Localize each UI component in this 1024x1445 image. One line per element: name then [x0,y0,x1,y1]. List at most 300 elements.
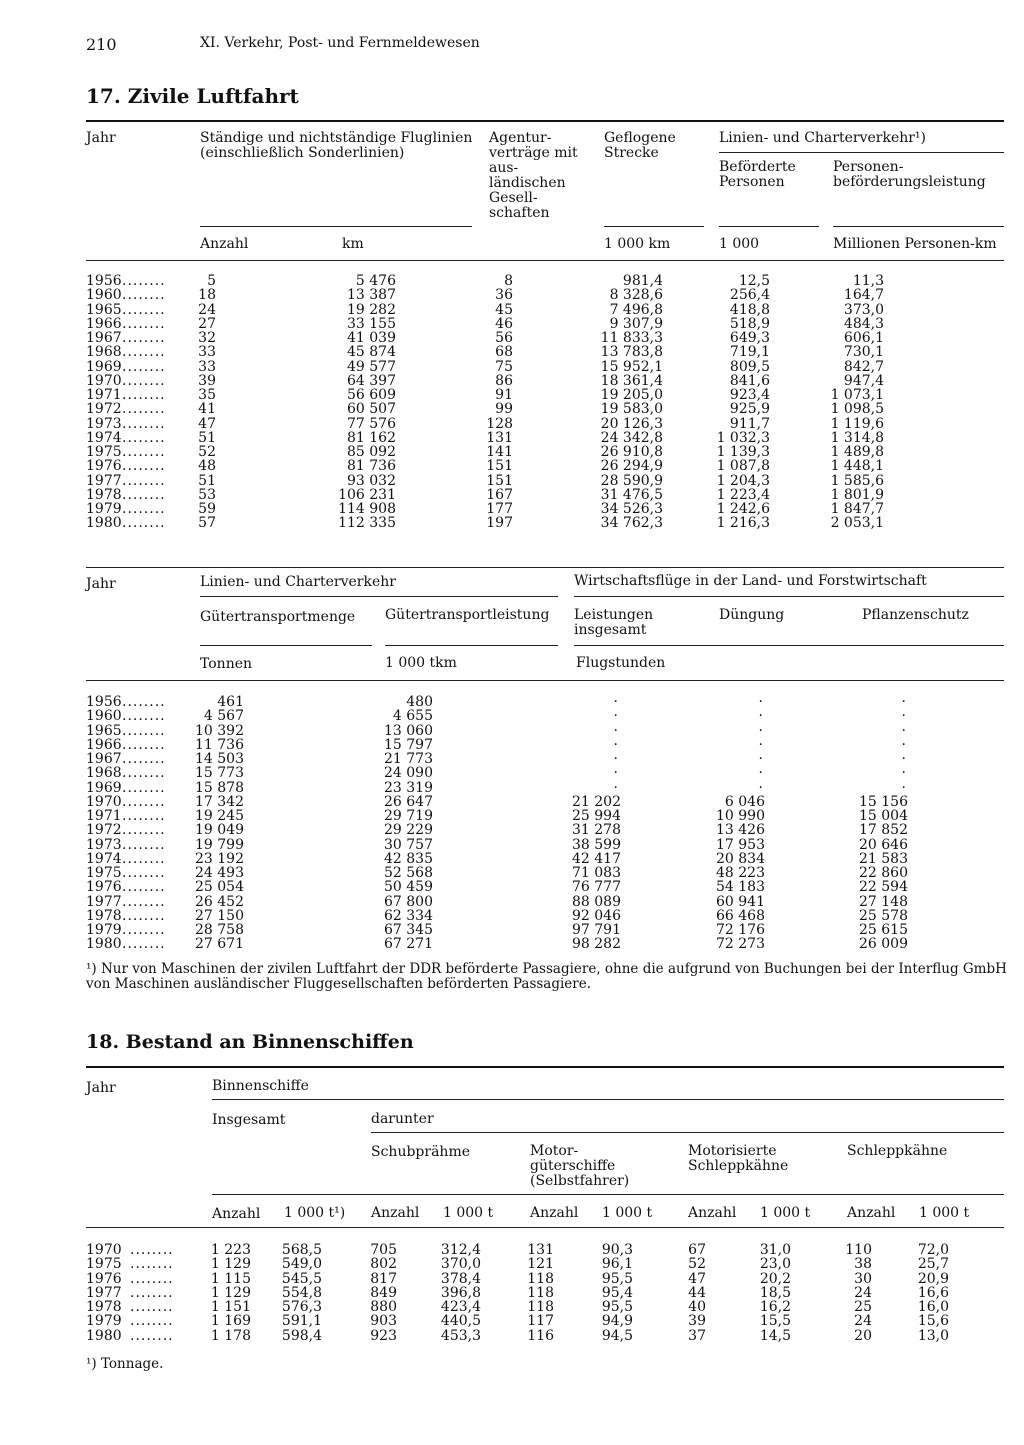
t18-h-motor-line: (Selbstfahrer) [530,1173,630,1189]
t17b-unit-rule-c [574,645,1004,646]
leader-dots: ........ [122,458,166,475]
insgesamt-anzahl-cell: 1 129 [210,1256,251,1273]
table-row [86,766,1004,780]
leader-dots: ........ [122,429,166,446]
year-cell: 1971 [86,387,122,403]
year-cell: 1960 [86,287,122,304]
insgesamt-tonnage-cell: 591,1 [281,1313,322,1330]
table-row [86,752,1004,766]
leistung-cell: 1 801,9 [830,486,884,503]
anzahl-cell: 59 [198,501,216,517]
table-row [86,374,1004,388]
menge-cell: 11 736 [195,736,244,753]
t17b-h-gueterleistung: Gütertransportleistung [385,607,550,623]
personen-cell: 256,4 [729,287,770,304]
leistung-cell: 50 459 [384,879,433,896]
km-cell: 85 092 [347,444,396,460]
year-cell: 1956 [86,694,122,710]
insgesamt-cell: · [613,708,618,725]
km-cell: 5 476 [355,273,396,289]
leader-dots: ........ [130,1313,174,1330]
table-row [86,431,1004,445]
t18-footnote: ¹) Tonnage. [86,1356,164,1372]
leader-dots: ........ [122,936,166,953]
insgesamt-cell: 42 417 [572,850,621,867]
year-cell: 1977 [86,1284,122,1301]
t18-h-motor-line: Motor- [530,1143,579,1159]
leistung-cell: 15 797 [384,736,433,753]
insgesamt-cell: 88 089 [572,893,621,910]
menge-cell: 10 392 [195,722,244,739]
insgesamt-tonnage-cell: 554,8 [281,1284,322,1301]
t17b-h-leistungen [574,608,653,638]
t17-h-personen-line: beförderungsleistung [833,174,986,190]
insgesamt-tonnage-cell: 549,0 [281,1256,322,1273]
table-row [86,1272,1004,1286]
motorisierte-anzahl-cell: 37 [688,1327,706,1344]
menge-cell: 461 [217,694,244,710]
year-cell: 1978 [86,486,122,503]
insgesamt-anzahl-cell: 1 223 [210,1242,251,1258]
year-cell: 1971 [86,808,122,824]
table-row [86,809,1004,823]
personen-cell: 1 204,3 [716,472,770,489]
motor-anzahl-cell: 131 [527,1242,554,1258]
motorisierte-tonnage-cell: 20,2 [759,1270,791,1287]
km-cell: 56 609 [347,387,396,403]
insgesamt-cell: 31 278 [572,822,621,839]
t18-unit-anzahl-1: Anzahl [212,1206,261,1222]
strecke-cell: 8 328,6 [609,287,663,304]
motorisierte-anzahl-cell: 47 [688,1270,706,1287]
insgesamt-cell: · [613,765,618,782]
t18-unit-anzahl-4: Anzahl [688,1205,737,1221]
leistung-cell: 1 489,8 [830,444,884,460]
motor-tonnage-cell: 94,5 [601,1327,633,1344]
t17-unit-rule-c [719,226,819,227]
insgesamt-tonnage-cell: 598,4 [281,1327,322,1344]
agentur-cell: 86 [495,372,513,389]
strecke-cell: 981,4 [622,273,663,289]
t17-h-agentur-line: verträge mit [489,145,578,161]
motor-anzahl-cell: 118 [527,1284,554,1301]
leader-dots: ........ [130,1327,174,1344]
year-cell: 1979 [86,1313,122,1330]
table17-top-rule [86,120,1004,122]
schlepp-tonnage-cell: 15,6 [917,1313,949,1330]
insgesamt-anzahl-cell: 1 151 [210,1299,251,1315]
table-row [86,288,1004,302]
menge-cell: 26 452 [195,893,244,910]
personen-cell: 1 139,3 [716,444,770,460]
year-cell: 1972 [86,822,122,839]
leistung-cell: 29 229 [384,822,433,839]
year-cell: 1973 [86,836,122,853]
leader-dots: ........ [122,836,166,853]
running-head: XI. Verkehr, Post- und Fernmeldewesen [200,35,480,51]
t18-h-motorisierte-line: Motorisierte [688,1143,777,1159]
agentur-cell: 46 [495,315,513,332]
t18-unit-tonnage-4: 1 000 t [760,1205,811,1221]
t17-unit-anzahl: Anzahl [200,236,249,252]
t18-h-binnenschiffe: Binnenschiffe [212,1078,309,1094]
table-row [86,795,1004,809]
year-cell: 1967 [86,751,122,767]
menge-cell: 23 192 [195,850,244,867]
anzahl-cell: 39 [198,372,216,389]
t17-unit-1000: 1 000 [719,236,760,252]
agentur-cell: 36 [495,287,513,304]
agentur-cell: 151 [486,472,513,489]
pflanzen-cell: · [901,694,906,710]
year-cell: 1965 [86,301,122,318]
leader-dots: ........ [122,501,166,517]
t17-h-strecke [604,131,676,161]
year-cell: 1980 [86,515,122,532]
leader-dots: ........ [122,301,166,318]
pflanzen-cell: 15 156 [859,793,908,810]
table-row [86,781,1004,795]
schlepp-anzahl-cell: 24 [854,1284,872,1301]
km-cell: 13 387 [347,287,396,304]
year-cell: 1975 [86,444,122,460]
anzahl-cell: 48 [198,458,216,475]
anzahl-cell: 18 [198,287,216,304]
t18-unit-tonnage-2: 1 000 t [443,1205,494,1221]
schlepp-tonnage-cell: 72,0 [917,1242,949,1258]
leader-dots: ........ [122,893,166,910]
motorisierte-tonnage-cell: 18,5 [759,1284,791,1301]
year-cell: 1974 [86,850,122,867]
km-cell: 49 577 [347,358,396,375]
pflanzen-cell: 17 852 [859,822,908,839]
strecke-cell: 19 583,0 [600,401,663,418]
schub-anzahl-cell: 705 [370,1242,397,1258]
anzahl-cell: 35 [198,387,216,403]
schub-tonnage-cell: 453,3 [440,1327,481,1344]
km-cell: 112 335 [338,515,396,532]
t17-h-fluglinien-1: Ständige und nichtständige Fluglinien [200,130,473,146]
leader-dots: ........ [130,1270,174,1287]
t17b-h-linien: Linien- und Charterverkehr [200,574,396,590]
year-cell: 1975 [86,865,122,881]
schlepp-tonnage-cell: 16,0 [917,1299,949,1315]
schlepp-tonnage-cell: 13,0 [917,1327,949,1344]
anzahl-cell: 47 [198,415,216,432]
table-row [86,345,1004,359]
t17b-unit-flugstunden: Flugstunden [576,655,666,671]
personen-cell: 923,4 [729,387,770,403]
table-row [86,1286,1004,1300]
agentur-cell: 167 [486,486,513,503]
schlepp-tonnage-cell: 20,9 [917,1270,949,1287]
leader-dots: ........ [122,387,166,403]
strecke-cell: 15 952,1 [600,358,663,375]
schub-anzahl-cell: 903 [370,1313,397,1330]
pflanzen-cell: · [901,765,906,782]
t18-h-darunter: darunter [371,1111,434,1127]
schlepp-anzahl-cell: 25 [854,1299,872,1315]
duengung-cell: · [758,765,763,782]
t18-h-motor-line: güterschiffe [530,1158,616,1174]
personen-cell: 1 223,4 [716,486,770,503]
t17b-unit-rule-b [385,645,558,646]
agentur-cell: 56 [495,330,513,346]
year-cell: 1976 [86,879,122,896]
t18-unit-anzahl-5: Anzahl [847,1205,896,1221]
insgesamt-anzahl-cell: 1 178 [210,1327,251,1344]
motor-anzahl-cell: 118 [527,1270,554,1287]
menge-cell: 28 758 [195,922,244,938]
table17b-body [86,695,1004,952]
leistung-cell: 1 098,5 [830,401,884,418]
t18-h-darunter-rule [371,1132,1004,1133]
km-cell: 60 507 [347,401,396,418]
leader-dots: ........ [122,922,166,938]
duengung-cell: · [758,779,763,796]
year-cell: 1974 [86,429,122,446]
leistung-cell: 842,7 [843,358,884,375]
leistung-cell: 606,1 [843,330,884,346]
table-row [86,695,1004,709]
t18-unit-tonnage-3: 1 000 t [602,1205,653,1221]
leistung-cell: 23 319 [384,779,433,796]
menge-cell: 15 773 [195,765,244,782]
table-row [86,502,1004,516]
t17-h-agentur-line: schaften [489,205,550,221]
year-cell: 1980 [86,1327,122,1344]
t17-unit-rule-d [833,226,1004,227]
pflanzen-cell: 25 578 [859,907,908,924]
year-cell: 1972 [86,401,122,418]
t17b-h-wirtschaft: Wirtschaftsflüge in der Land- und Forstwirtschaft [574,573,927,589]
t17b-top-rule [86,567,1004,568]
table-row [86,488,1004,502]
schub-tonnage-cell: 440,5 [440,1313,481,1330]
insgesamt-cell: 71 083 [572,865,621,881]
strecke-cell: 34 526,3 [600,501,663,517]
schub-anzahl-cell: 923 [370,1327,397,1344]
pflanzen-cell: 25 615 [859,922,908,938]
personen-cell: 518,9 [729,315,770,332]
leistung-cell: 1 073,1 [830,387,884,403]
agentur-cell: 99 [495,401,513,418]
strecke-cell: 19 205,0 [600,387,663,403]
personen-cell: 418,8 [729,301,770,318]
t17-h-agentur-line: ländischen [489,175,566,191]
leader-dots: ........ [122,358,166,375]
leistung-cell: 2 053,1 [830,515,884,532]
year-cell: 1977 [86,472,122,489]
anzahl-cell: 51 [198,429,216,446]
t18-unit-tonnage-fn: 1 000 t¹) [284,1205,346,1221]
table-row [86,274,1004,288]
agentur-cell: 177 [486,501,513,517]
anzahl-cell: 51 [198,472,216,489]
motorisierte-anzahl-cell: 40 [688,1299,706,1315]
motor-tonnage-cell: 90,3 [601,1242,633,1258]
table-row [86,823,1004,837]
menge-cell: 14 503 [195,751,244,767]
km-cell: 93 032 [347,472,396,489]
t17b-h-duengung: Düngung [719,607,785,623]
leistung-cell: 42 835 [384,850,433,867]
year-cell: 1969 [86,779,122,796]
motorisierte-tonnage-cell: 23,0 [759,1256,791,1273]
leistung-cell: 484,3 [843,315,884,332]
t17b-unit-tkm: 1 000 tkm [385,655,457,671]
t17b-header-bottom-rule [86,680,1004,681]
insgesamt-cell: 38 599 [572,836,621,853]
pflanzen-cell: 22 594 [859,879,908,896]
motor-tonnage-cell: 96,1 [601,1256,633,1273]
leader-dots: ........ [122,486,166,503]
duengung-cell: 20 834 [716,850,765,867]
leader-dots: ........ [122,273,166,289]
t18-unit-rule [212,1194,1004,1195]
leistung-cell: 4 655 [392,708,433,725]
motor-anzahl-cell: 117 [527,1313,554,1330]
leader-dots: ........ [122,722,166,739]
pflanzen-cell: 21 583 [859,850,908,867]
leistung-cell: 29 719 [384,808,433,824]
km-cell: 41 039 [347,330,396,346]
table-row [86,1300,1004,1314]
t17-h-fluglinien-2: (einschließlich Sonderlinien) [200,145,405,161]
t17b-h-leistungen-line: Leistungen [574,607,654,623]
t17-h-linien-rule [719,152,1004,153]
pflanzen-cell: · [901,708,906,725]
t18-h-motorisierte [688,1144,788,1174]
t17-unit-1000km: 1 000 km [604,236,671,252]
t17-h-agentur-line: Gesell- [489,190,538,206]
t17b-h-jahr: Jahr [86,576,116,592]
schlepp-tonnage-cell: 16,6 [917,1284,949,1301]
menge-cell: 19 799 [195,836,244,853]
strecke-cell: 18 361,4 [600,372,663,389]
schub-anzahl-cell: 849 [370,1284,397,1301]
leader-dots: ........ [130,1299,174,1315]
leader-dots: ........ [122,415,166,432]
anzahl-cell: 53 [198,486,216,503]
strecke-cell: 9 307,9 [609,315,663,332]
year-cell: 1965 [86,722,122,739]
pflanzen-cell: 27 148 [859,893,908,910]
pflanzen-cell: · [901,736,906,753]
table18-top-rule [86,1066,1004,1068]
menge-cell: 4 567 [203,708,244,725]
year-cell: 1970 [86,793,122,810]
duengung-cell: · [758,736,763,753]
leader-dots: ........ [122,907,166,924]
year-cell: 1970 [86,1242,122,1258]
leader-dots: ........ [130,1256,174,1273]
km-cell: 77 576 [347,415,396,432]
agentur-cell: 141 [486,444,513,460]
table-row [86,1314,1004,1328]
t17-h-agentur-line: Agentur- [489,130,552,146]
agentur-cell: 8 [504,273,513,289]
km-cell: 106 231 [338,486,396,503]
leistung-cell: 67 271 [384,936,433,953]
year-cell: 1970 [86,372,122,389]
personen-cell: 809,5 [729,358,770,375]
year-cell: 1966 [86,736,122,753]
t18-unit-anzahl-2: Anzahl [371,1205,420,1221]
t18-h-motorisierte-line: Schleppkähne [688,1158,789,1174]
leistung-cell: 24 090 [384,765,433,782]
agentur-cell: 131 [486,429,513,446]
leistung-cell: 373,0 [843,301,884,318]
year-cell: 1968 [86,765,122,782]
strecke-cell: 11 833,3 [600,330,663,346]
leader-dots: ........ [122,765,166,782]
strecke-cell: 24 342,8 [600,429,663,446]
insgesamt-cell: 76 777 [572,879,621,896]
schub-anzahl-cell: 817 [370,1270,397,1287]
motor-tonnage-cell: 95,4 [601,1284,633,1301]
motorisierte-anzahl-cell: 39 [688,1313,706,1330]
table-row [86,516,1004,530]
leistung-cell: 1 119,6 [830,415,884,432]
duengung-cell: 13 426 [716,822,765,839]
leistung-cell: 1 585,6 [830,472,884,489]
agentur-cell: 68 [495,344,513,361]
leader-dots: ........ [122,330,166,346]
t17-footnote-1: ¹) Nur von Maschinen der zivilen Luftfahrt der DDR beförderte Passagiere, ohne die aufgrund von Buchungen bei der Interflug GmbH [86,961,1007,977]
leader-dots: ........ [122,736,166,753]
leistung-cell: 947,4 [843,372,884,389]
table-row [86,474,1004,488]
menge-cell: 19 049 [195,822,244,839]
leader-dots: ........ [122,822,166,839]
schub-tonnage-cell: 396,8 [440,1284,481,1301]
t17-h-jahr: Jahr [86,130,116,146]
year-cell: 1975 [86,1256,122,1273]
t17b-h-pflanzen: Pflanzenschutz [862,607,969,623]
t17b-unit-rule-a [200,645,372,646]
table-row [86,388,1004,402]
table-row [86,317,1004,331]
menge-cell: 24 493 [195,865,244,881]
year-cell: 1977 [86,893,122,910]
t17-h-linien: Linien- und Charterverkehr¹) [719,130,927,146]
strecke-cell: 13 783,8 [600,344,663,361]
agentur-cell: 75 [495,358,513,375]
t17b-unit-tonnen: Tonnen [200,656,253,672]
t18-h-jahr: Jahr [86,1080,116,1096]
schub-anzahl-cell: 802 [370,1256,397,1273]
table-row [86,360,1004,374]
insgesamt-cell: 97 791 [572,922,621,938]
leistung-cell: 62 334 [384,907,433,924]
year-cell: 1978 [86,907,122,924]
table-row [86,738,1004,752]
km-cell: 81 736 [347,458,396,475]
t17-h-befoerderte-line: Personen [719,174,785,190]
year-cell: 1956 [86,273,122,289]
leistung-cell: 1 847,7 [830,501,884,517]
t17-footnote-2: von Maschinen ausländischer Fluggesellschaften beförderten Passagiere. [86,976,592,992]
insgesamt-tonnage-cell: 576,3 [281,1299,322,1315]
duengung-cell: 48 223 [716,865,765,881]
km-cell: 114 908 [338,501,396,517]
insgesamt-cell: · [613,751,618,767]
t17b-h-wirtschaft-rule [574,596,1004,597]
t17-h-befoerderte [719,160,796,190]
table-row [86,866,1004,880]
anzahl-cell: 24 [198,301,216,318]
